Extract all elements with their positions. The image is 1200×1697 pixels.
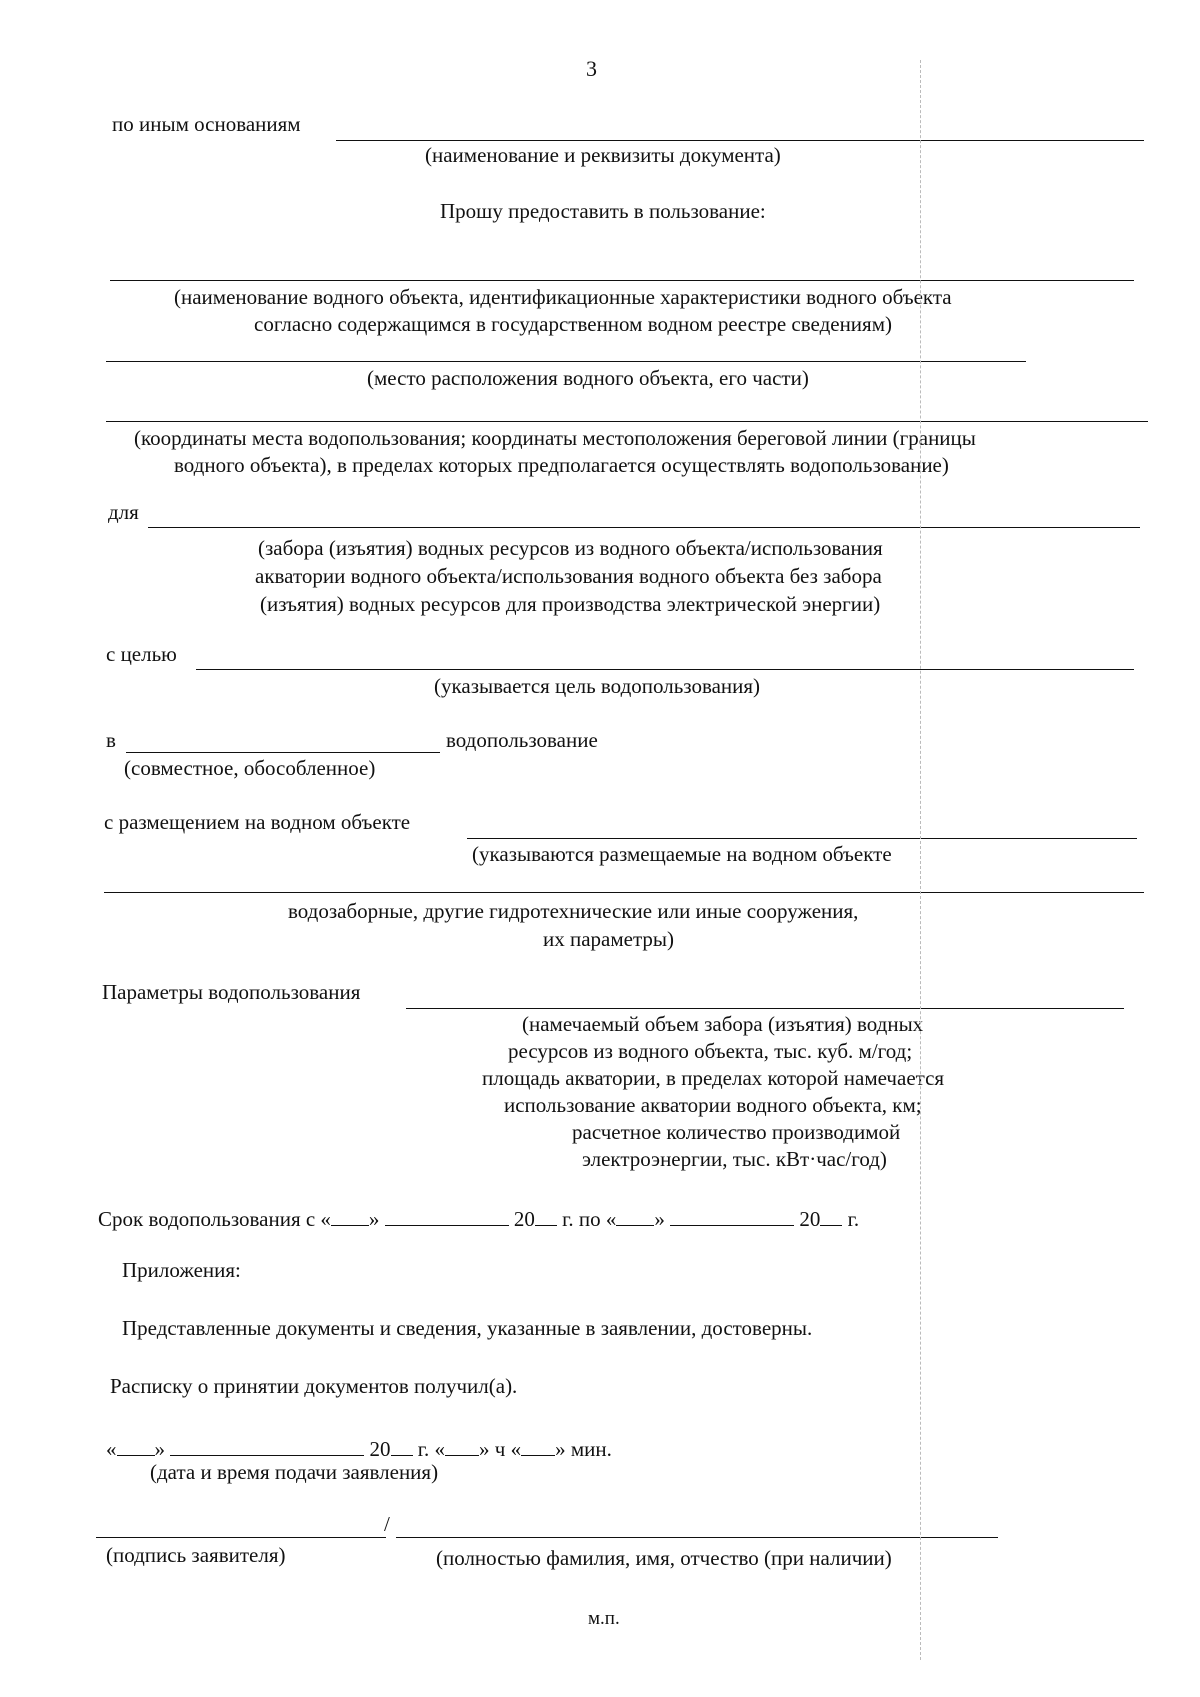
term-start-month-field[interactable] bbox=[385, 1204, 509, 1226]
location-line[interactable] bbox=[106, 361, 1026, 362]
location-caption: (место расположения водного объекта, его части) bbox=[367, 366, 809, 390]
goal-line[interactable] bbox=[196, 669, 1134, 670]
parameters-caption-2: ресурсов из водного объекта, тыс. куб. м/год; bbox=[508, 1039, 913, 1063]
purpose-for-caption-3: (изъятия) водных ресурсов для производства электрической энергии) bbox=[260, 592, 881, 616]
request-title: Прошу предоставить в пользование: bbox=[440, 199, 766, 223]
parameters-caption-3: площадь акватории, в пределах которой намечается bbox=[482, 1066, 945, 1090]
parameters-caption-5: расчетное количество производимой bbox=[572, 1120, 901, 1144]
term-label: Срок водопользования с bbox=[98, 1207, 316, 1231]
placement-label: с размещением на водном объекте bbox=[104, 810, 411, 834]
coordinates-caption-2: водного объекта), в пределах которых предполагается осуществлять водопользование) bbox=[174, 453, 949, 477]
signature-separator: / bbox=[384, 1512, 390, 1536]
reliability-statement: Представленные документы и сведения, указанные в заявлении, достоверны. bbox=[122, 1316, 813, 1340]
coordinates-caption-1: (координаты места водопользования; координаты местоположения береговой линии (границы bbox=[134, 426, 976, 450]
placement-caption-3: их параметры) bbox=[543, 927, 675, 951]
water-object-line[interactable] bbox=[110, 280, 1134, 281]
usage-type-in-label: в bbox=[106, 728, 116, 752]
purpose-for-line[interactable] bbox=[148, 527, 1140, 528]
placement-line-2[interactable] bbox=[104, 892, 1144, 893]
other-grounds-label: по иным основаниям bbox=[112, 112, 301, 136]
stamp-place: м.п. bbox=[588, 1608, 620, 1629]
attachments-label: Приложения: bbox=[122, 1258, 241, 1282]
goal-label: с целью bbox=[106, 642, 177, 666]
page-number: 3 bbox=[586, 56, 597, 81]
parameters-label: Параметры водопользования bbox=[102, 980, 361, 1004]
placement-caption-1: (указываются размещаемые на водном объекте bbox=[472, 842, 892, 866]
submission-minutes-field[interactable] bbox=[521, 1434, 555, 1456]
usage-type-caption: (совместное, обособленное) bbox=[124, 756, 376, 780]
term-row: Срок водопользования с « » 20 г. по « » 20 г. bbox=[98, 1204, 859, 1230]
full-name-caption: (полностью фамилия, имя, отчество (при наличии) bbox=[436, 1546, 892, 1570]
purpose-for-caption-1: (забора (изъятия) водных ресурсов из водного объекта/использования bbox=[258, 536, 883, 560]
placement-line-1[interactable] bbox=[467, 838, 1137, 839]
full-name-line[interactable] bbox=[396, 1537, 998, 1538]
parameters-caption-4: использование акватории водного объекта, км; bbox=[504, 1093, 922, 1117]
parameters-line[interactable] bbox=[406, 1008, 1124, 1009]
term-end-month-field[interactable] bbox=[670, 1204, 794, 1226]
goal-caption: (указывается цель водопользования) bbox=[434, 674, 761, 698]
purpose-for-caption-2: акватории водного объекта/использования водного объекта без забора bbox=[255, 564, 882, 588]
term-end-day-field[interactable] bbox=[616, 1204, 654, 1226]
submission-hours-field[interactable] bbox=[445, 1434, 479, 1456]
water-object-caption-2: согласно содержащимся в государственном водном реестре сведениям) bbox=[254, 312, 892, 336]
usage-type-after-label: водопользование bbox=[446, 728, 598, 752]
signature-caption: (подпись заявителя) bbox=[106, 1543, 286, 1567]
submission-day-field[interactable] bbox=[117, 1434, 155, 1456]
term-start-day-field[interactable] bbox=[331, 1204, 369, 1226]
coordinates-line[interactable] bbox=[106, 421, 1148, 422]
placement-caption-2: водозаборные, другие гидротехнические или иные сооружения, bbox=[288, 899, 859, 923]
purpose-for-label: для bbox=[108, 500, 139, 524]
signature-line[interactable] bbox=[96, 1537, 386, 1538]
parameters-caption-6: электроэнергии, тыс. кВт·час/год) bbox=[582, 1147, 887, 1171]
submission-month-field[interactable] bbox=[170, 1434, 364, 1456]
term-end-year-field[interactable] bbox=[820, 1204, 842, 1226]
parameters-caption-1: (намечаемый объем забора (изъятия) водных bbox=[522, 1012, 924, 1036]
submission-row: « » 20 г. « » ч « » мин. bbox=[106, 1434, 612, 1460]
submission-year-field[interactable] bbox=[391, 1434, 413, 1456]
submission-caption: (дата и время подачи заявления) bbox=[150, 1460, 439, 1484]
other-grounds-line[interactable] bbox=[336, 140, 1144, 141]
term-start-year-field[interactable] bbox=[535, 1204, 557, 1226]
other-grounds-caption: (наименование и реквизиты документа) bbox=[425, 143, 781, 167]
receipt-statement: Расписку о принятии документов получил(а). bbox=[110, 1374, 518, 1398]
scan-margin-artifact bbox=[920, 60, 921, 1660]
usage-type-line[interactable] bbox=[126, 752, 440, 753]
water-object-caption-1: (наименование водного объекта, идентификационные характеристики водного объекта bbox=[174, 285, 952, 309]
